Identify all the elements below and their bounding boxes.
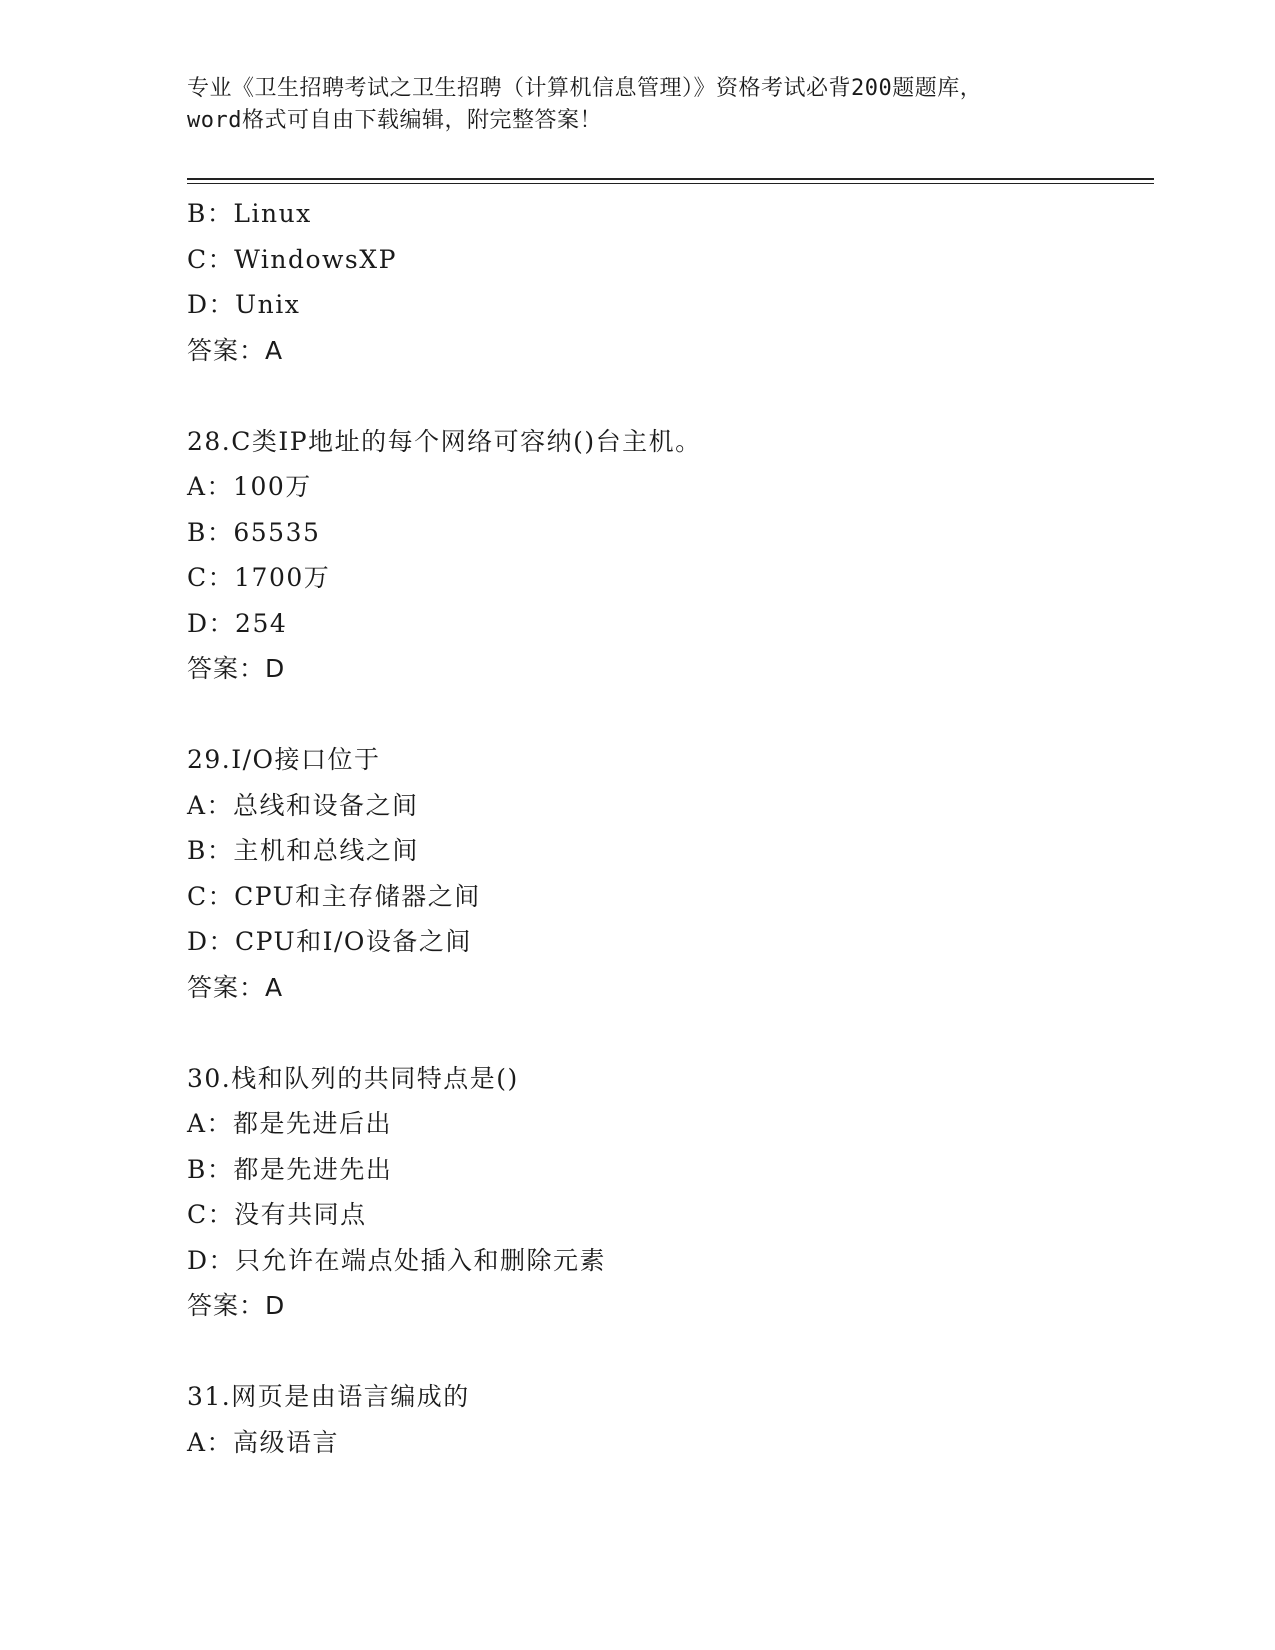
option-c: C：1700万 bbox=[187, 563, 331, 592]
question-29 bbox=[187, 737, 1147, 1010]
header-title-line-1: 专业《卫生招聘考试之卫生招聘（计算机信息管理）》资格考试必背200题题库， bbox=[187, 76, 983, 101]
question-text: 30.栈和队列的共同特点是() bbox=[187, 1063, 519, 1093]
option-d: D：只允许在端点处插入和删除元素 bbox=[187, 1245, 607, 1275]
option-d: D：CPU和I/O设备之间 bbox=[187, 927, 472, 956]
option-d: D：254 bbox=[187, 608, 288, 638]
option-b: B：都是先进先出 bbox=[187, 1154, 393, 1184]
option-a: A：都是先进后出 bbox=[187, 1109, 393, 1138]
question-text: 31.网页是由语言编成的 bbox=[187, 1382, 470, 1411]
answer: 答案：D bbox=[187, 654, 286, 683]
spacer bbox=[187, 1010, 1147, 1056]
option-c: C：CPU和主存储器之间 bbox=[187, 881, 481, 911]
answer: 答案：D bbox=[187, 1291, 286, 1320]
page-header bbox=[187, 73, 1087, 137]
option-a: A：总线和设备之间 bbox=[187, 790, 419, 820]
question-27-tail bbox=[187, 191, 1147, 373]
spacer bbox=[187, 692, 1147, 738]
option-b: B：Linux bbox=[187, 199, 312, 228]
header-divider-thick bbox=[187, 178, 1154, 180]
option-d: D：Unix bbox=[187, 290, 301, 319]
question-text: 28.C类IP地址的每个网络可容纳()台主机。 bbox=[187, 426, 702, 456]
question-30 bbox=[187, 1056, 1147, 1329]
question-text: 29.I/O接口位于 bbox=[187, 745, 381, 774]
option-c: C：没有共同点 bbox=[187, 1200, 367, 1229]
question-list bbox=[187, 191, 1147, 1465]
spacer bbox=[187, 1329, 1147, 1375]
answer: 答案：A bbox=[187, 972, 284, 1002]
option-b: B：主机和总线之间 bbox=[187, 836, 419, 865]
option-c: C：WindowsXP bbox=[187, 244, 397, 274]
header-divider-thin bbox=[187, 183, 1154, 184]
option-a: A：高级语言 bbox=[187, 1427, 340, 1457]
question-31 bbox=[187, 1374, 1147, 1465]
option-b: B：65535 bbox=[187, 517, 321, 547]
spacer bbox=[187, 373, 1147, 419]
question-28 bbox=[187, 419, 1147, 692]
header-title-line-2: word格式可自由下载编辑，附完整答案！ bbox=[187, 108, 602, 133]
option-a: A：100万 bbox=[187, 472, 312, 501]
answer: 答案：A bbox=[187, 335, 284, 365]
